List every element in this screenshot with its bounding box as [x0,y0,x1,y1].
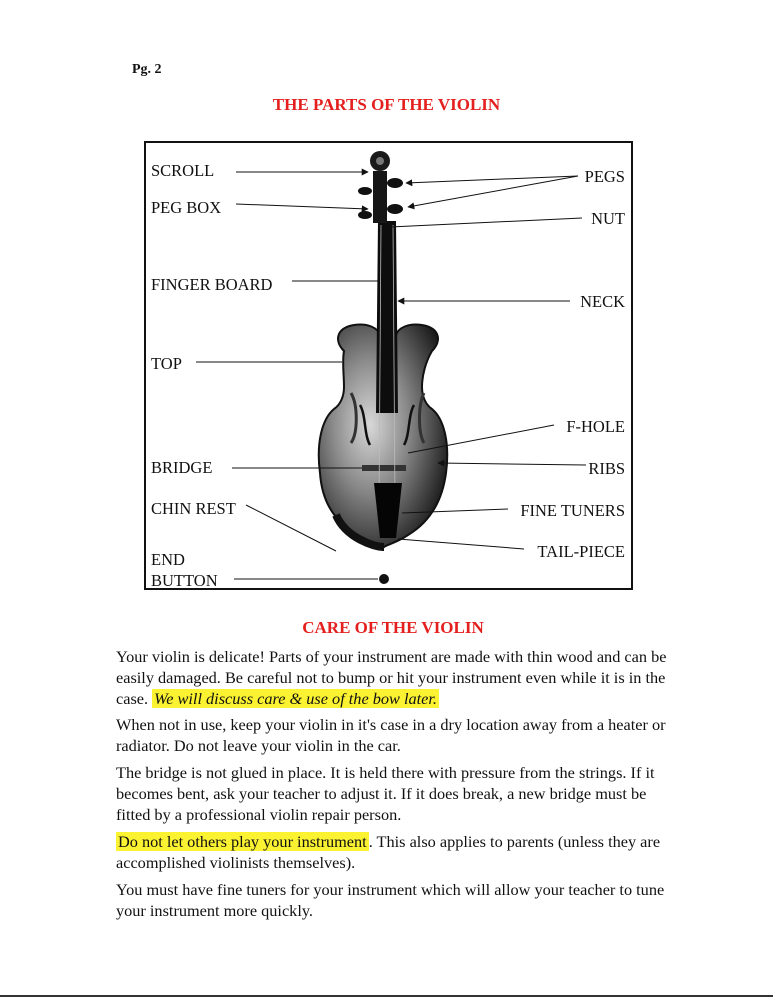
care-p1-highlight: We will discuss care & use of the bow later. [154,689,437,708]
care-paragraph-1 [116,646,676,709]
bottom-rule [0,995,773,997]
label-tail-piece: TAIL-PIECE [537,542,625,561]
label-f-hole: F-HOLE [566,417,625,436]
care-paragraph-3 [116,762,676,825]
label-chin-rest: CHIN REST [151,499,236,518]
violin-diagram [144,141,633,590]
fingerboard [376,221,398,413]
label-scroll: SCROLL [151,161,215,180]
care-p3-text: The bridge is not glued in place. It is held there with pressure from the strings. If it becomes bent, ask your teacher to adjust it. If it does break, a new bridge must be fitted by a professional violin repair person. [116,763,655,824]
label-top: TOP [151,354,182,373]
label-finger-board: FINGER BOARD [151,275,273,294]
parts-title: THE PARTS OF THE VIOLIN [272,95,501,114]
label-button: BUTTON [151,571,218,590]
label-neck: NECK [580,292,625,311]
care-paragraph-4 [116,831,676,873]
care-p2-text: When not in use, keep your violin in it's case in a dry location away from a heater or radiator. Do not leave your violin in the car. [116,715,666,755]
care-paragraph-5 [116,879,676,921]
label-peg-box: PEG BOX [151,198,222,217]
care-p1-text: Your violin is delicate! Parts of your instrument are made with thin wood and can be easily damaged. Be careful not to bump or hit your instrument even while it is in the case. [116,647,667,708]
label-fine-tuners: FINE TUNERS [520,501,625,520]
label-end: END [151,550,185,569]
care-p4-highlight: Do not let others play your instrument [118,832,367,851]
label-bridge: BRIDGE [151,458,213,477]
label-pegs: PEGS [584,167,625,186]
label-nut: NUT [591,209,625,228]
page-number: Pg. 2 [132,62,162,77]
care-title: CARE OF THE VIOLIN [302,618,484,637]
care-paragraph-2 [116,714,676,756]
care-p4-text: . This also applies to parents (unless they are accomplished violinists themselves). [116,832,661,872]
care-p5-text: You must have fine tuners for your instrument which will allow your teacher to tune your instrument more quickly. [116,880,665,920]
label-ribs: RIBS [588,459,625,478]
